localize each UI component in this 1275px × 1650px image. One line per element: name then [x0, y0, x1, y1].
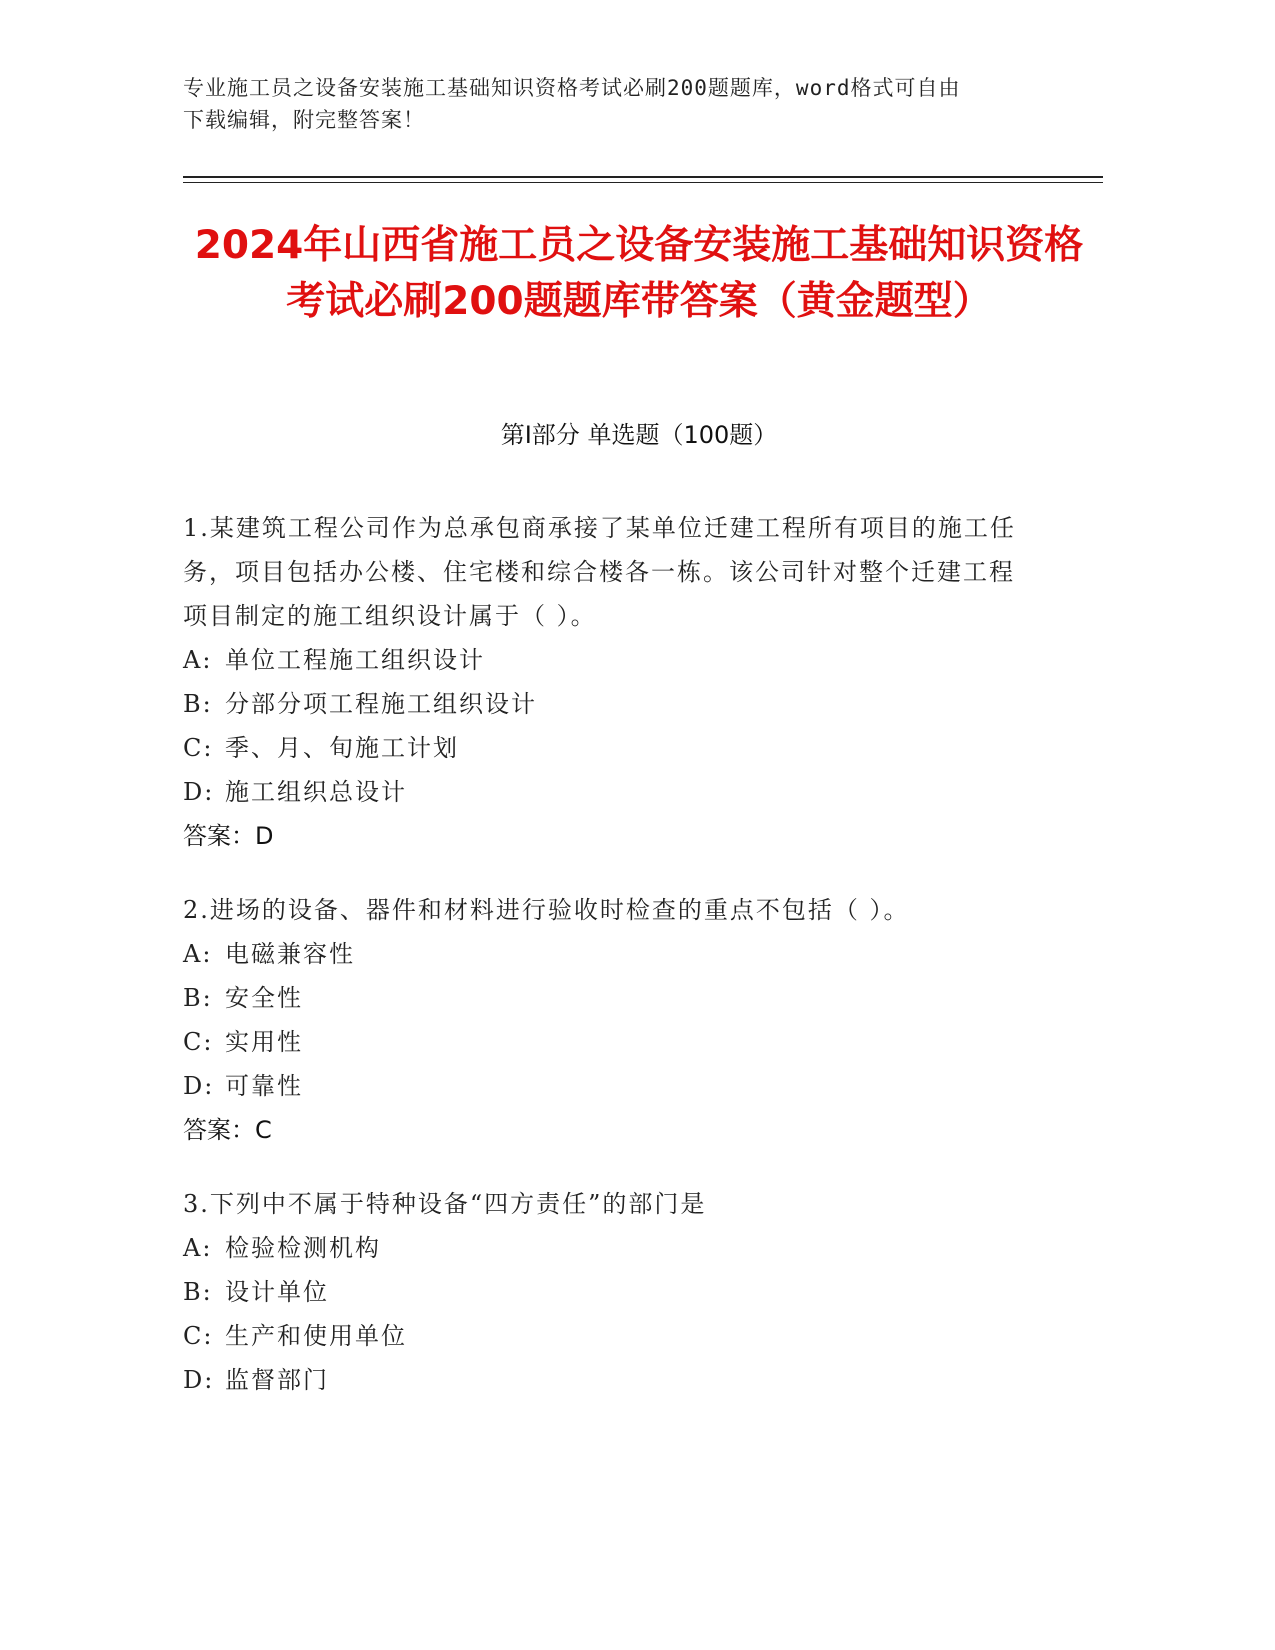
question-option: [183, 1270, 1023, 1314]
header-divider-thin: [183, 182, 1103, 183]
option-key: C:: [183, 1322, 214, 1350]
question-option: [183, 1314, 1023, 1358]
header-note-line-1: 专业施工员之设备安装施工基础知识资格考试必刷200题题库，word格式可自由: [183, 76, 961, 100]
option-key: B:: [183, 984, 213, 1012]
header-divider-thick: [183, 176, 1103, 178]
option-key: C:: [183, 734, 214, 762]
option-key: D:: [183, 1366, 215, 1394]
question-answer: 答案：D: [183, 822, 274, 850]
document-title: 2024年山西省施工员之设备安装施工基础知识资格考试必刷200题题库带答案（黄金题型）: [194, 223, 1084, 324]
question-option: [183, 638, 1023, 682]
option-key: A:: [183, 940, 213, 968]
question-option: [183, 1020, 1023, 1064]
question-answer: 答案：C: [183, 1116, 272, 1144]
option-text: 检验检测机构: [225, 1234, 381, 1262]
option-text: 施工组织总设计: [225, 778, 407, 806]
question-stem: 2.进场的设备、器件和材料进行验收时检查的重点不包括（ ）。: [183, 896, 910, 924]
option-text: 安全性: [225, 984, 303, 1012]
option-key: A:: [183, 646, 213, 674]
option-text: 单位工程施工组织设计: [225, 646, 485, 674]
option-text: 季、月、旬施工计划: [225, 734, 459, 762]
section-title: 第I部分 单选题（100题）: [500, 421, 778, 449]
option-text: 可靠性: [225, 1072, 303, 1100]
option-key: B:: [183, 1278, 213, 1306]
question-option: [183, 1226, 1023, 1270]
option-text: 分部分项工程施工组织设计: [225, 690, 537, 718]
question-list: [183, 506, 1023, 1432]
option-text: 实用性: [225, 1028, 303, 1056]
option-key: D:: [183, 778, 215, 806]
question-option: [183, 682, 1023, 726]
question-stem: 3.下列中不属于特种设备“四方责任”的部门是: [183, 1190, 707, 1218]
option-key: C:: [183, 1028, 214, 1056]
question-item: [183, 506, 1023, 858]
option-text: 设计单位: [225, 1278, 329, 1306]
question-option: [183, 770, 1023, 814]
question-option: [183, 1064, 1023, 1108]
header-note: [183, 72, 1083, 136]
option-text: 监督部门: [225, 1366, 329, 1394]
option-key: A:: [183, 1234, 213, 1262]
question-option: [183, 976, 1023, 1020]
question-stem: 1.某建筑工程公司作为总承包商承接了某单位迁建工程所有项目的施工任务，项目包括办公楼、住宅楼和综合楼各一栋。该公司针对整个迁建工程项目制定的施工组织设计属于（ ）。: [183, 514, 1016, 630]
question-option: [183, 726, 1023, 770]
option-text: 生产和使用单位: [225, 1322, 407, 1350]
question-item: [183, 1182, 1023, 1402]
option-key: B:: [183, 690, 213, 718]
question-item: [183, 888, 1023, 1152]
option-key: D:: [183, 1072, 215, 1100]
header-note-line-2: 下载编辑，附完整答案！: [183, 108, 425, 132]
question-option: [183, 1358, 1023, 1402]
question-option: [183, 932, 1023, 976]
option-text: 电磁兼容性: [225, 940, 355, 968]
